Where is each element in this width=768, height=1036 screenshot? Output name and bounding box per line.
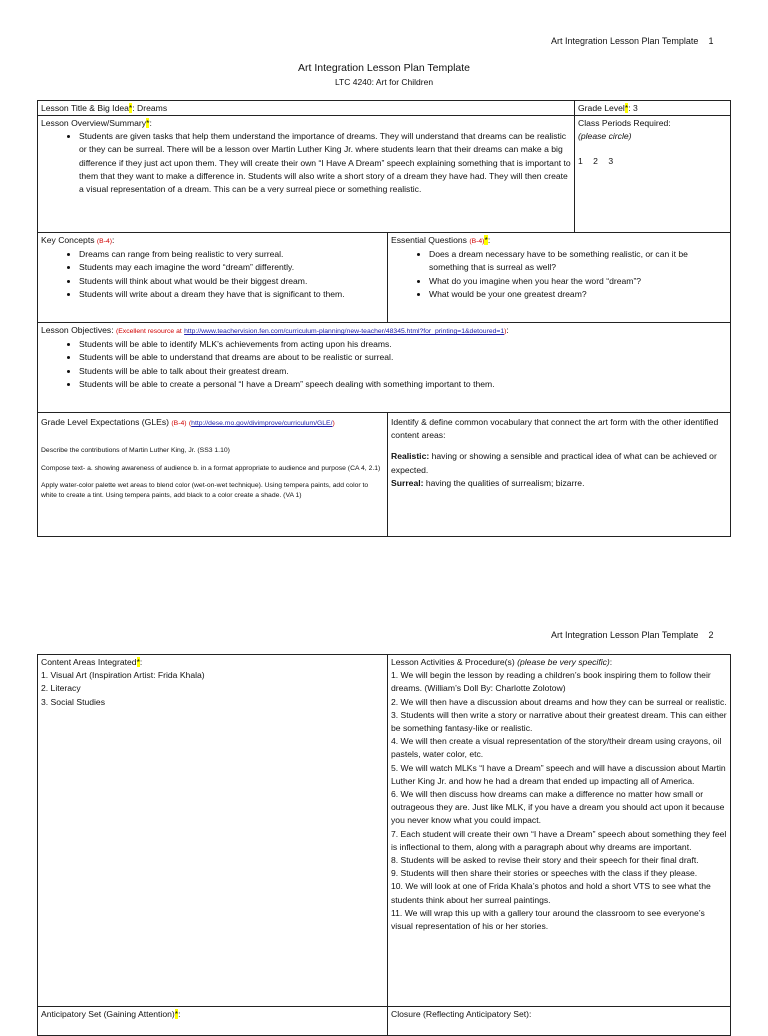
key-concept-item: • Students may each imagine the word “dream” differently. — [79, 261, 384, 274]
vocab-term: Surreal: — [391, 477, 424, 488]
essential-question-item: • What would be your one greatest dream? — [429, 288, 727, 301]
page-header-1 — [551, 36, 713, 46]
required-star: * — [624, 103, 629, 113]
activity-step: 2. We will then have a discussion about dreams and how they can be surreal or realistic. — [391, 696, 727, 707]
period-option-3[interactable]: 3 — [608, 156, 614, 167]
objective-item: • Students will be able to identify MLK’s achievements from acting upon his dreams. — [79, 338, 727, 351]
activity-step: 3. Students will then write a story or narrative about their greatest dream. This can either be something fantasy-like or realistic. — [391, 709, 727, 734]
header-title: Art Integration Lesson Plan Template — [551, 36, 699, 46]
grade-level-label: Grade Level — [578, 103, 625, 113]
class-periods-note: (please circle) — [578, 131, 632, 142]
required-star: * — [484, 235, 488, 245]
activity-step: 1. We will begin the lesson by reading a children’s book inspiring them to follow their dreams. (William’s Doll By: Charlotte Zolotow) — [391, 670, 711, 694]
essential-questions-ref: (B-4) — [469, 238, 485, 245]
vocabulary-label: Identify & define common vocabulary that connect the art form with the other identified content areas: — [391, 417, 719, 441]
grade-level-value: : 3 — [628, 103, 638, 113]
lesson-title-cell — [37, 100, 575, 116]
content-areas-cell: Content Areas Integrated*: 1. Visual Art (Inspiration Artist: Frida Khala) 2. Literacy 3. Social Studies — [37, 654, 388, 1007]
document-subtitle: LTC 4240: Art for Children — [334, 77, 434, 87]
objectives-ref: (Excellent resource at — [116, 328, 182, 335]
class-periods-options — [578, 155, 727, 168]
objectives-ref-end: ) — [504, 328, 507, 335]
key-concept-item: • Dreams can range from being realistic to very surreal. — [79, 248, 384, 261]
activities-label: Lesson Activities & Procedure(s) — [391, 657, 515, 667]
required-star: * — [128, 103, 133, 113]
overview-text: • Students are given tasks that help them understand the importance of dreams. They will understand that dreams can be realistic or they can be surreal. There will be a lesson over Martin Luther King Jr. where students learn that their dreams can make a big difference if they just act upon them. They will create their own “I Have A Dream” speech explaining something that is important to them that they want to make a difference in. Students will also write a short story of a dream they have had. They will then create a visual representation of a dream. This can be a very surreal piece or something realistic. — [79, 130, 571, 196]
key-concepts-cell: Key Concepts (B-4): • Dreams can range from being realistic to very surreal. • Students may each imagine the word “dream” differently. • Students will think about what would be their biggest dream. • Students will write about a dream they have that is significant to them. — [37, 232, 388, 323]
class-periods-cell — [574, 115, 731, 233]
header-title: Art Integration Lesson Plan Template — [551, 630, 699, 640]
content-area-item: 2. Literacy — [41, 683, 81, 694]
anticipatory-set-cell: Anticipatory Set (Gaining Attention)*: — [37, 1006, 388, 1036]
activity-step: 5. We will watch MLKs “I have a Dream” speech and will have a discussion about Martin Luther King Jr. and how he had a dream that ended up impacting all of America. — [391, 762, 726, 786]
activity-step: 9. Students will then share their stories or speeches with the class if they please. — [391, 868, 698, 879]
content-area-item: 1. Visual Art (Inspiration Artist: Frida Khala) — [41, 670, 205, 681]
objective-item: • Students will be able to create a personal “I have a Dream” speech dealing with something important to them. — [79, 378, 727, 391]
class-periods-label: Class Periods Required: — [578, 118, 671, 128]
vocab-entry-surreal — [391, 477, 727, 490]
essential-questions-label: Essential Questions — [391, 235, 467, 245]
objectives-label: Lesson Objectives: — [41, 325, 114, 335]
essential-questions-cell: Essential Questions (B-4)*: • Does a dream necessary have to be something realistic, or can it be something that is surreal as well? • What do you imagine when you hear the word “dream”? • What would be your one greatest dream? — [387, 232, 731, 323]
page-header-2 — [551, 630, 713, 640]
grade-level-cell — [574, 100, 731, 116]
activity-step: 6. We will then discuss how dreams can make a difference no matter how small or outrageous they are. Just like MLK, if you have a dream you should act upon it because you never know what you could impact. — [391, 789, 725, 826]
activity-step: 4. We will then create a visual representation of the story/their dream using crayons, oil pastels, water color, etc. — [391, 736, 722, 760]
lesson-title-label: Lesson Title & Big Idea — [41, 103, 129, 113]
lesson-title-value: : Dreams — [132, 103, 168, 113]
vocab-term: Realistic: — [391, 451, 430, 462]
objectives-cell: Lesson Objectives: (Excellent resource at http://www.teachervision.fen.com/curriculum-planning/new-teacher/48345.html?for_printing=1&detoured=1): • Students will be able to identify MLK’s achievements from acting upon his dreams. • Students will be able to understand that dreams are about to be realistic or surreal. • Students will be able to talk about their greatest dream. • Students will be able to create a personal “I have a Dream” speech dealing with something important to them. — [37, 322, 731, 413]
activity-step: 10. We will look at one of Frida Khala’s photos and hold a short VTS to see what the students think about her surreal paintings. — [391, 881, 711, 905]
vocab-definition: having the qualities of surrealism; bizarre. — [423, 477, 585, 488]
document-title: Art Integration Lesson Plan Template — [298, 62, 470, 74]
closure-cell — [387, 1006, 731, 1036]
required-star: * — [174, 1009, 179, 1019]
key-concepts-ref: (B-4) — [96, 238, 113, 245]
gle-item: Compose text- a. showing awareness of audience b. in a format appropriate to audience and purpose (CA 4, 2.1) — [41, 464, 381, 472]
closure-label: Closure (Reflecting Anticipatory Set): — [391, 1009, 532, 1019]
gle-label: Grade Level Expectations (GLEs) — [41, 417, 170, 427]
page-number: 1 — [708, 36, 714, 46]
activity-step: 11. We will wrap this up with a gallery tour around the classroom to see everyone’s visual representation of his or her stories. — [391, 907, 705, 932]
key-concept-item: • Students will think about what would be their biggest dream. — [79, 275, 384, 288]
objectives-resource-link[interactable]: http://www.teachervision.fen.com/curriculum-planning/new-teacher/48345.html?for_printing=1&detoured=1 — [184, 328, 505, 335]
anticipatory-label: Anticipatory Set (Gaining Attention) — [41, 1009, 175, 1019]
activity-step: 8. Students will be asked to revise their story and their speech for their final draft. — [391, 855, 699, 866]
required-star: * — [146, 118, 150, 128]
activity-step: 7. Each student will create their own “I have a Dream” speech about something they feel is inflectional to them, along with a paragraph about why dreams are important. — [391, 828, 727, 852]
gle-link[interactable]: http://dese.mo.gov/divimprove/curriculum/GLE/ — [191, 420, 333, 427]
page-number: 2 — [708, 630, 714, 640]
essential-question-item: • What do you imagine when you hear the word “dream”? — [429, 275, 727, 288]
vocab-definition: having or showing a sensible and practical idea of what can be achieved or expected. — [391, 451, 717, 475]
key-concept-item: • Students will write about a dream they have that is significant to them. — [79, 288, 384, 301]
overview-cell: Lesson Overview/Summary*: • Students are given tasks that help them understand the importance of dreams. They will understand that dreams can be realistic or they can be surreal. There will be a lesson over Martin Luther King Jr. where students learn that their dreams can make a big difference if they just act upon them. They will create their own “I Have A Dream” speech explaining something that is important to them that they want to make a difference in. Students will also write a short story of a dream they have had. They will then create a visual representation of a dream. This can be a very surreal piece or something realistic. — [37, 115, 575, 233]
objective-item: • Students will be able to talk about their greatest dream. — [79, 365, 727, 378]
gle-item: Describe the contributions of Martin Luther King, Jr. (SS3 1.10) — [41, 447, 230, 455]
gle-item: Apply water-color palette wet areas to blend color (wet-on-wet technique). Using tempera paints, add color to white to create a tint. Using tempera paints, add black to a color create a shade. (VA 1) — [41, 482, 369, 499]
objective-item: • Students will be able to understand that dreams are about to be realistic or surreal. — [79, 351, 727, 364]
period-option-2[interactable]: 2 — [593, 156, 598, 167]
gle-ref: (B-4) — [171, 420, 187, 427]
content-area-item: 3. Social Studies — [41, 696, 106, 707]
period-option-1[interactable]: 1 — [578, 156, 583, 167]
gle-cell: Grade Level Expectations (GLEs) (B-4) (http://dese.mo.gov/divimprove/curriculum/GLE/) Describe the contributions of Martin Luther King, Jr. (SS3 1.10) Compose text- a. showing awareness of audience b. in a format appropriate to audience and purpose (CA 4, 2.1) Apply water-color palette wet areas to blend color (wet-on-wet technique). Using tempera paints, add color to white to create a tint. Using tempera paints, add black to a color create a shade. (VA 1) — [37, 412, 388, 537]
essential-question-item: • Does a dream necessary have to be something realistic, or can it be something that is surreal as well? — [429, 248, 727, 274]
key-concepts-label: Key Concepts — [41, 235, 95, 245]
activities-cell: Lesson Activities & Procedure(s) (please be very specific): 1. We will begin the lesson by reading a children’s book inspiring them to follow their dreams. (William’s Doll By: Charlotte Zolotow) 2. We will then have a discussion about dreams and how they can be surreal or realistic. 3. Students will then write a story or narrative about their greatest dream. This can either be something fantasy-like or realistic. 4. We will then create a visual representation of the story/their dream using crayons, oil pastels, water color, etc. 5. We will watch MLKs “I have a Dream” speech and will have a discussion about Martin Luther King Jr. and how he had a dream that ended up impacting all of America. 6. We will then discuss how dreams can make a difference no matter how small or outrageous they are. Just like MLK, if you have a dream you should act upon it because you never know what you could impact. 7. Each student will create their own “I have a Dream” speech about something they feel is inflectional to them, along with a paragraph about why dreams are important. 8. Students will be asked to revise their story and their speech for their final draft. 9. Students will then share their stories or speeches with the class if they please. 10. We will look at one of Frida Khala’s photos and hold a short VTS to see what the students think about her surreal paintings. 11. We will wrap this up with a gallery tour around the classroom to see everyone’s visual representation of his or her stories. — [387, 654, 731, 1007]
content-areas-label: Content Areas Integrated — [41, 657, 137, 667]
vocab-entry-realistic — [391, 450, 727, 476]
vocabulary-cell — [387, 412, 731, 537]
activities-note: (please be very specific) — [517, 657, 610, 667]
required-star: * — [136, 657, 140, 667]
overview-label: Lesson Overview/Summary — [41, 118, 147, 128]
